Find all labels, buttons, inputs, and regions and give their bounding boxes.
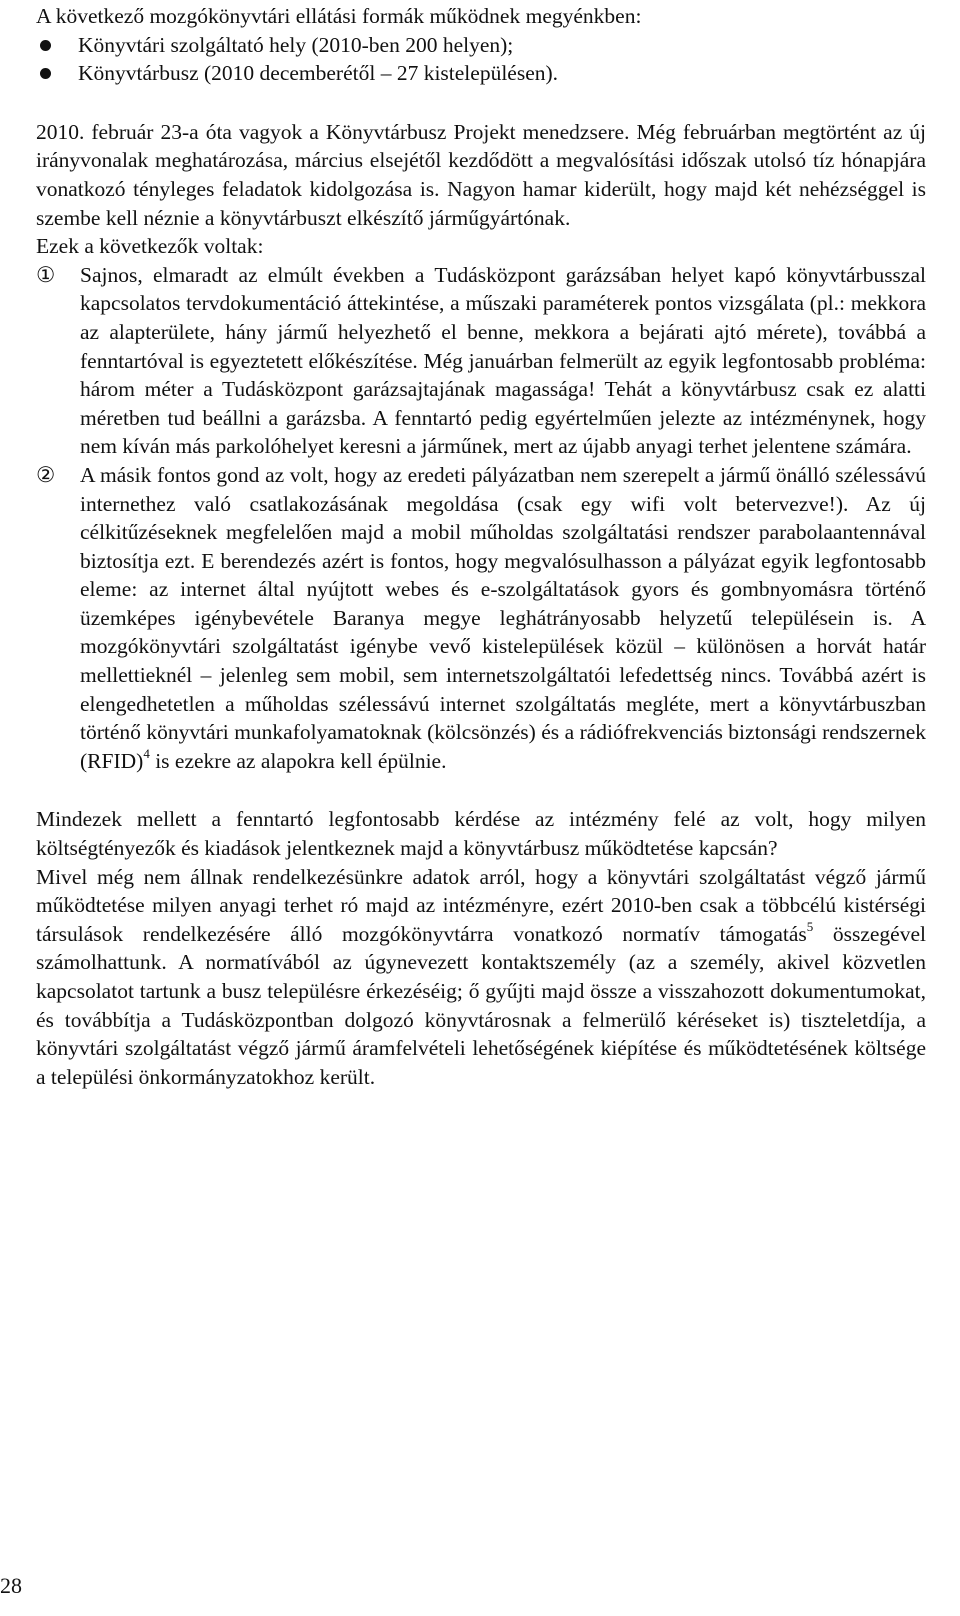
footnote-ref: 4 bbox=[143, 745, 150, 761]
item-text bbox=[80, 463, 926, 773]
list-item bbox=[36, 59, 926, 88]
numbered-list bbox=[36, 261, 926, 776]
paragraph-following: Ezek a következők voltak: bbox=[36, 234, 264, 259]
bullet-list bbox=[36, 31, 926, 88]
footnote-ref: 5 bbox=[806, 918, 814, 934]
paragraph-text-part: összegével számolhattunk. A normatívából az úgynevezett kontaktszemély (az a személy, akivel közvetlen kapcsolatot tartunk a busz településre érkezéséig; ő gyűjti majd össze a visszahozott dokumentumokat, és továbbítja a Tudásközpontban dolgozó könyvtárosnak a felmerülő kéréseket is) tiszteletdíja, a könyvtári szolgáltatást végző jármű áramfelvételi lehetőségének kiépítése és működtetésének költsége a települési önkormányzatokhoz került. bbox=[36, 921, 926, 1089]
paragraph-project-manager: 2010. február 23-a óta vagyok a Könyvtárbusz Projekt menedzsere. Még februárban megtörtént az új irányvonalak meghatározása, március elsejétől kezdődött a megvalósítási időszak utolsó tíz hónapjára vonatkozó tényleges feladatok kidolgozása is. Nagyon hamar kiderült, hogy majd két nehézséggel is szembe kell néznie a könyvtárbuszt elkészítő járműgyártónak. bbox=[36, 119, 926, 230]
paragraph-normative-support bbox=[36, 863, 926, 1092]
page-number: 28 bbox=[0, 1573, 22, 1598]
paragraph-costs-question: Mindezek mellett a fenntartó legfontosabb kérdése az intézmény felé az volt, hogy milyen költségtényezők és kiadások jelentkeznek majd a könyvtárbusz működtetése kapcsán? bbox=[36, 807, 926, 861]
numbered-item bbox=[36, 261, 926, 461]
list-item bbox=[36, 31, 926, 60]
item-text-part: A másik fontos gond az volt, hogy az eredeti pályázatban nem szerepelt a jármű önálló szélessávú internethez való csatlakozásának megoldása (csak egy wifi volt betervezve!). Az új célkitűzéseknek megfelelően majd a mobil műholdas szolgáltatási rendszer parabolaantennával biztosítja ezt. E berendezés azért is fontos, hogy megvalósulhasson a pályázat egyik legfontosabb eleme: az internet által nyújtott webes és e-szolgáltatások gyors és gombnyomásra történő üzemképes igénybevétele Baranya megye leghátrányosabb helyzetű településein is. A mozgókönyvtári szolgáltatást igénybe vevő kistelepülések közül – különösen a horvát határ mellettieknél – jelenleg sem mobil, sem internetszolgáltatói lefedettség nincs. Továbbá azért is elengedhetetlen a műholdas szélessávú internet szolgáltatás megléte, mert a könyvtárbuszban történő könyvtári munkafolyamatoknak (kölcsönzés) és a rádiófrekvenciás biztonsági rendszernek (RFID) bbox=[80, 462, 926, 773]
item-text-part: is ezekre az alapokra kell épülnie. bbox=[149, 748, 447, 773]
paragraph-text-part: Mivel még nem állnak rendelkezésünkre adatok arról, hogy a könyvtári szolgáltatást végző jármű működtetése milyen anyagi terhet ró majd az intézményre, ezért 2010-ben csak a többcélú kistérségi társulások rendelkezésére álló mozgókönyvtárra vonatkozó normatív támogatás bbox=[36, 864, 926, 946]
intro-paragraph: A következő mozgókönyvtári ellátási formák működnek megyénkben: bbox=[36, 4, 642, 28]
bullet-icon bbox=[40, 68, 51, 79]
body-text bbox=[36, 2, 926, 1091]
numbered-item bbox=[36, 461, 926, 776]
item-number-icon: ② bbox=[36, 462, 56, 487]
item-text: Sajnos, elmaradt az elmúlt években a Tudásközpont garázsában helyet kapó könyvtárbusszal kapcsolatos tervdokumentáció áttekintése, a műszaki paraméterek pontos vizsgálata (pl.: mekkora az alapterülete, hány jármű helyezhető el benne, mekkora a bejárati ajtó mérete), továbbá a fenntartóval is egyeztetett előkészítése. Még januárban felmerült az egyik legfontosabb probléma: három méter a Tudásközpont garázsajtajának magassága! Tehát a könyvtárbusz csak ez alatti méretben tud beállni a garázsba. A fenntartó pedig egyértelműen jelezte az intézménynek, hogy nem kíván más parkolóhelyet keresni a járműnek, mert az újabb anyagi terhet jelentene számára. bbox=[80, 262, 926, 459]
item-number-icon: ① bbox=[36, 262, 56, 287]
bullet-icon bbox=[40, 40, 51, 51]
bullet-text: Könyvtárbusz (2010 decemberétől – 27 kistelepülésen). bbox=[78, 61, 559, 86]
bullet-text: Könyvtári szolgáltató hely (2010-ben 200 helyen); bbox=[78, 32, 514, 57]
